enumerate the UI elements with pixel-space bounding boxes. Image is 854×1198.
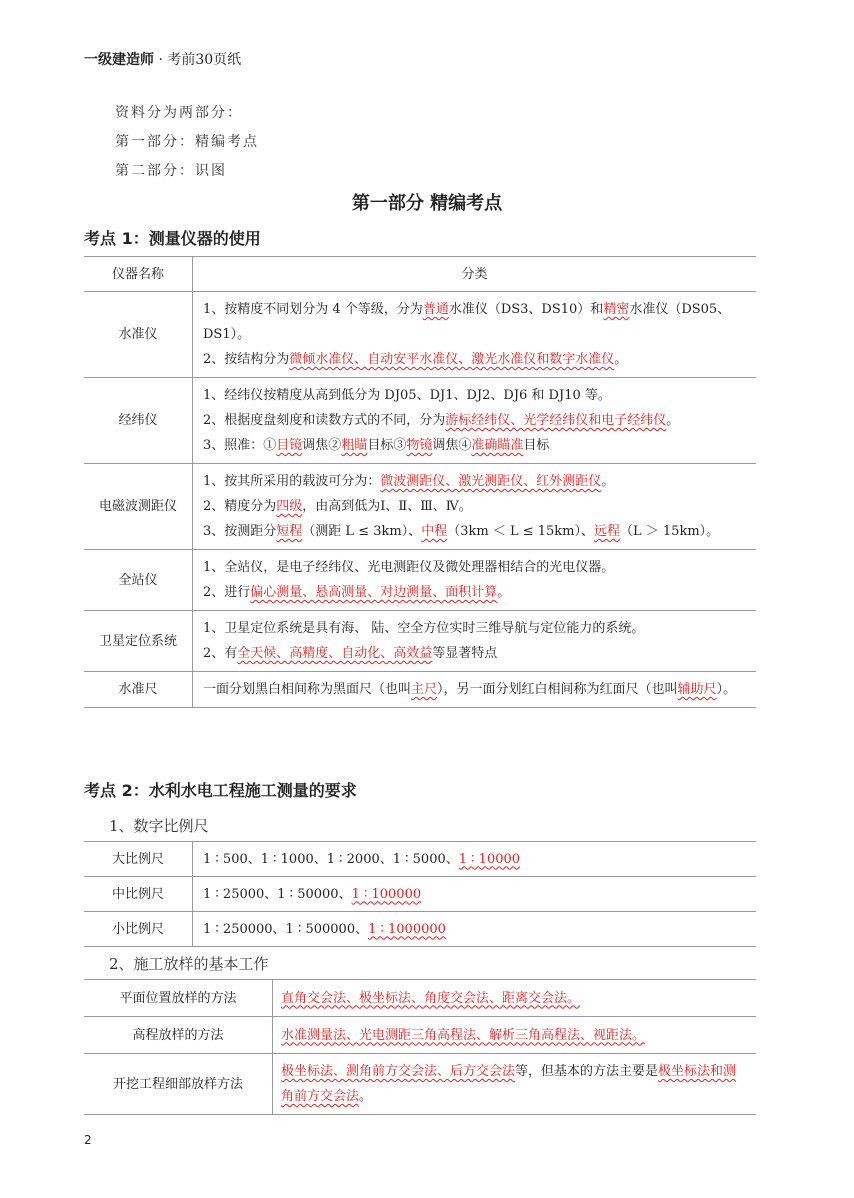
instrument-name: 电磁波测距仪 bbox=[84, 464, 193, 550]
layout-method-name: 高程放样的方法 bbox=[84, 1017, 273, 1054]
layout-subtitle: 2、施工放样的基本工作 bbox=[109, 955, 269, 973]
instrument-description: 1、按其所采用的载波可分为：微波测距仪、激光测距仪、红外测距仪。 2、精度分为四级，由高到低为Ⅰ、Ⅱ、Ⅲ、Ⅳ。 3、按测距分短程（测距 L ≤ 3km）、中程（3km ＜ L ≤ 15km）、远程（L ＞ 15km）。 bbox=[193, 464, 757, 550]
scale-plain: 1 ∶ 250000、1 ∶ 500000、 bbox=[203, 921, 369, 937]
intro-line-1: 资料分为两部分： bbox=[115, 105, 243, 121]
layout-highlight: 水准测量法、光电测距三角高程法、解析三角高程法、视距法。 bbox=[281, 1027, 646, 1043]
table-header-row bbox=[84, 257, 756, 292]
section1-title: 考点 1：测量仪器的使用 bbox=[84, 229, 261, 248]
table-row bbox=[84, 292, 756, 378]
scale-name: 小比例尺 bbox=[84, 912, 193, 947]
intro-line-2: 第一部分：精编考点 bbox=[115, 134, 259, 150]
scale-highlight: 1 ∶ 1000000 bbox=[368, 921, 446, 937]
table-row bbox=[84, 912, 756, 947]
table-row bbox=[84, 842, 756, 877]
scale-plain: 1 ∶ 25000、1 ∶ 50000、 bbox=[203, 886, 352, 902]
scale-table bbox=[84, 841, 756, 947]
table-row bbox=[84, 672, 756, 708]
scale-values bbox=[193, 912, 757, 947]
header-subtitle: 考前30页纸 bbox=[167, 52, 242, 68]
scale-plain: 1 ∶ 500、1 ∶ 1000、1 ∶ 2000、1 ∶ 5000、 bbox=[203, 851, 459, 867]
table-row bbox=[84, 980, 756, 1017]
instrument-name: 全站仪 bbox=[84, 550, 193, 611]
scale-values bbox=[193, 877, 757, 912]
layout-method-value bbox=[273, 980, 757, 1017]
table-row bbox=[84, 378, 756, 464]
section2-title: 考点 2：水利水电工程施工测量的要求 bbox=[84, 781, 357, 800]
layout-method-value bbox=[273, 1017, 757, 1054]
instrument-name: 水准仪 bbox=[84, 292, 193, 378]
instrument-description: 1、卫星定位系统是具有海、 陆、空全方位实时三维导航与定位能力的系统。 2、有全天候、高精度、自动化、高效益等显著特点 bbox=[193, 611, 757, 672]
instrument-name: 卫星定位系统 bbox=[84, 611, 193, 672]
col-header-name: 仪器名称 bbox=[84, 257, 193, 292]
layout-table bbox=[84, 979, 756, 1115]
layout-method-name: 开挖工程细部放样方法 bbox=[84, 1054, 273, 1115]
layout-method-value: 极坐标法、测角前方交会法、后方交会法等，但基本的方法主要是极坐标法和测角前方交会法。 bbox=[273, 1054, 757, 1115]
part-title: 第一部分 精编考点 bbox=[351, 193, 503, 214]
col-header-category: 分类 bbox=[193, 257, 757, 292]
intro-line-3: 第二部分：识图 bbox=[115, 163, 227, 179]
scale-values bbox=[193, 842, 757, 877]
scale-name: 大比例尺 bbox=[84, 842, 193, 877]
instrument-description: 一面分划黑白相间称为黑面尺（也叫主尺），另一面分划红白相间称为红面尺（也叫辅助尺）。 bbox=[193, 672, 757, 708]
table-row bbox=[84, 1017, 756, 1054]
layout-method-name: 平面位置放样的方法 bbox=[84, 980, 273, 1017]
table-row bbox=[84, 464, 756, 550]
instrument-name: 水准尺 bbox=[84, 672, 193, 708]
instrument-description: 1、按精度不同划分为 4 个等级，分为普通水准仪（DS3、DS10）和精密水准仪（DS05、DS1）。 2、按结构分为微倾水准仪、自动安平水准仪、激光水准仪和数字水准仪。 bbox=[193, 292, 757, 378]
header-separator: · bbox=[154, 52, 168, 68]
table-row bbox=[84, 1054, 756, 1115]
page-header bbox=[84, 49, 241, 69]
page-number: 2 bbox=[84, 1133, 92, 1147]
instrument-description: 1、全站仪，是电子经纬仪、光电测距仪及微处理器相结合的光电仪器。 2、进行偏心测量、悬高测量、对边测量、面积计算。 bbox=[193, 550, 757, 611]
layout-highlight: 直角交会法、极坐标法、角度交会法、距离交会法。 bbox=[281, 990, 581, 1006]
instrument-name: 经纬仪 bbox=[84, 378, 193, 464]
table-row bbox=[84, 877, 756, 912]
table-row bbox=[84, 611, 756, 672]
scale-highlight: 1 ∶ 10000 bbox=[458, 851, 521, 867]
instrument-description: 1、经纬仪按精度从高到低分为 DJ05、DJ1、DJ2、DJ6 和 DJ10 等。 2、根据度盘刻度和读数方式的不同，分为游标经纬仪、光学经纬仪和电子经纬仪。 3、照准：①目镜调焦②粗瞄目标③物镜调焦④准确瞄准目标 bbox=[193, 378, 757, 464]
scale-name: 中比例尺 bbox=[84, 877, 193, 912]
scale-subtitle: 1、数字比例尺 bbox=[109, 817, 209, 835]
table-row bbox=[84, 550, 756, 611]
instrument-table bbox=[84, 256, 756, 708]
scale-highlight: 1 ∶ 100000 bbox=[351, 886, 422, 902]
header-brand: 一级建造师 bbox=[84, 52, 154, 68]
